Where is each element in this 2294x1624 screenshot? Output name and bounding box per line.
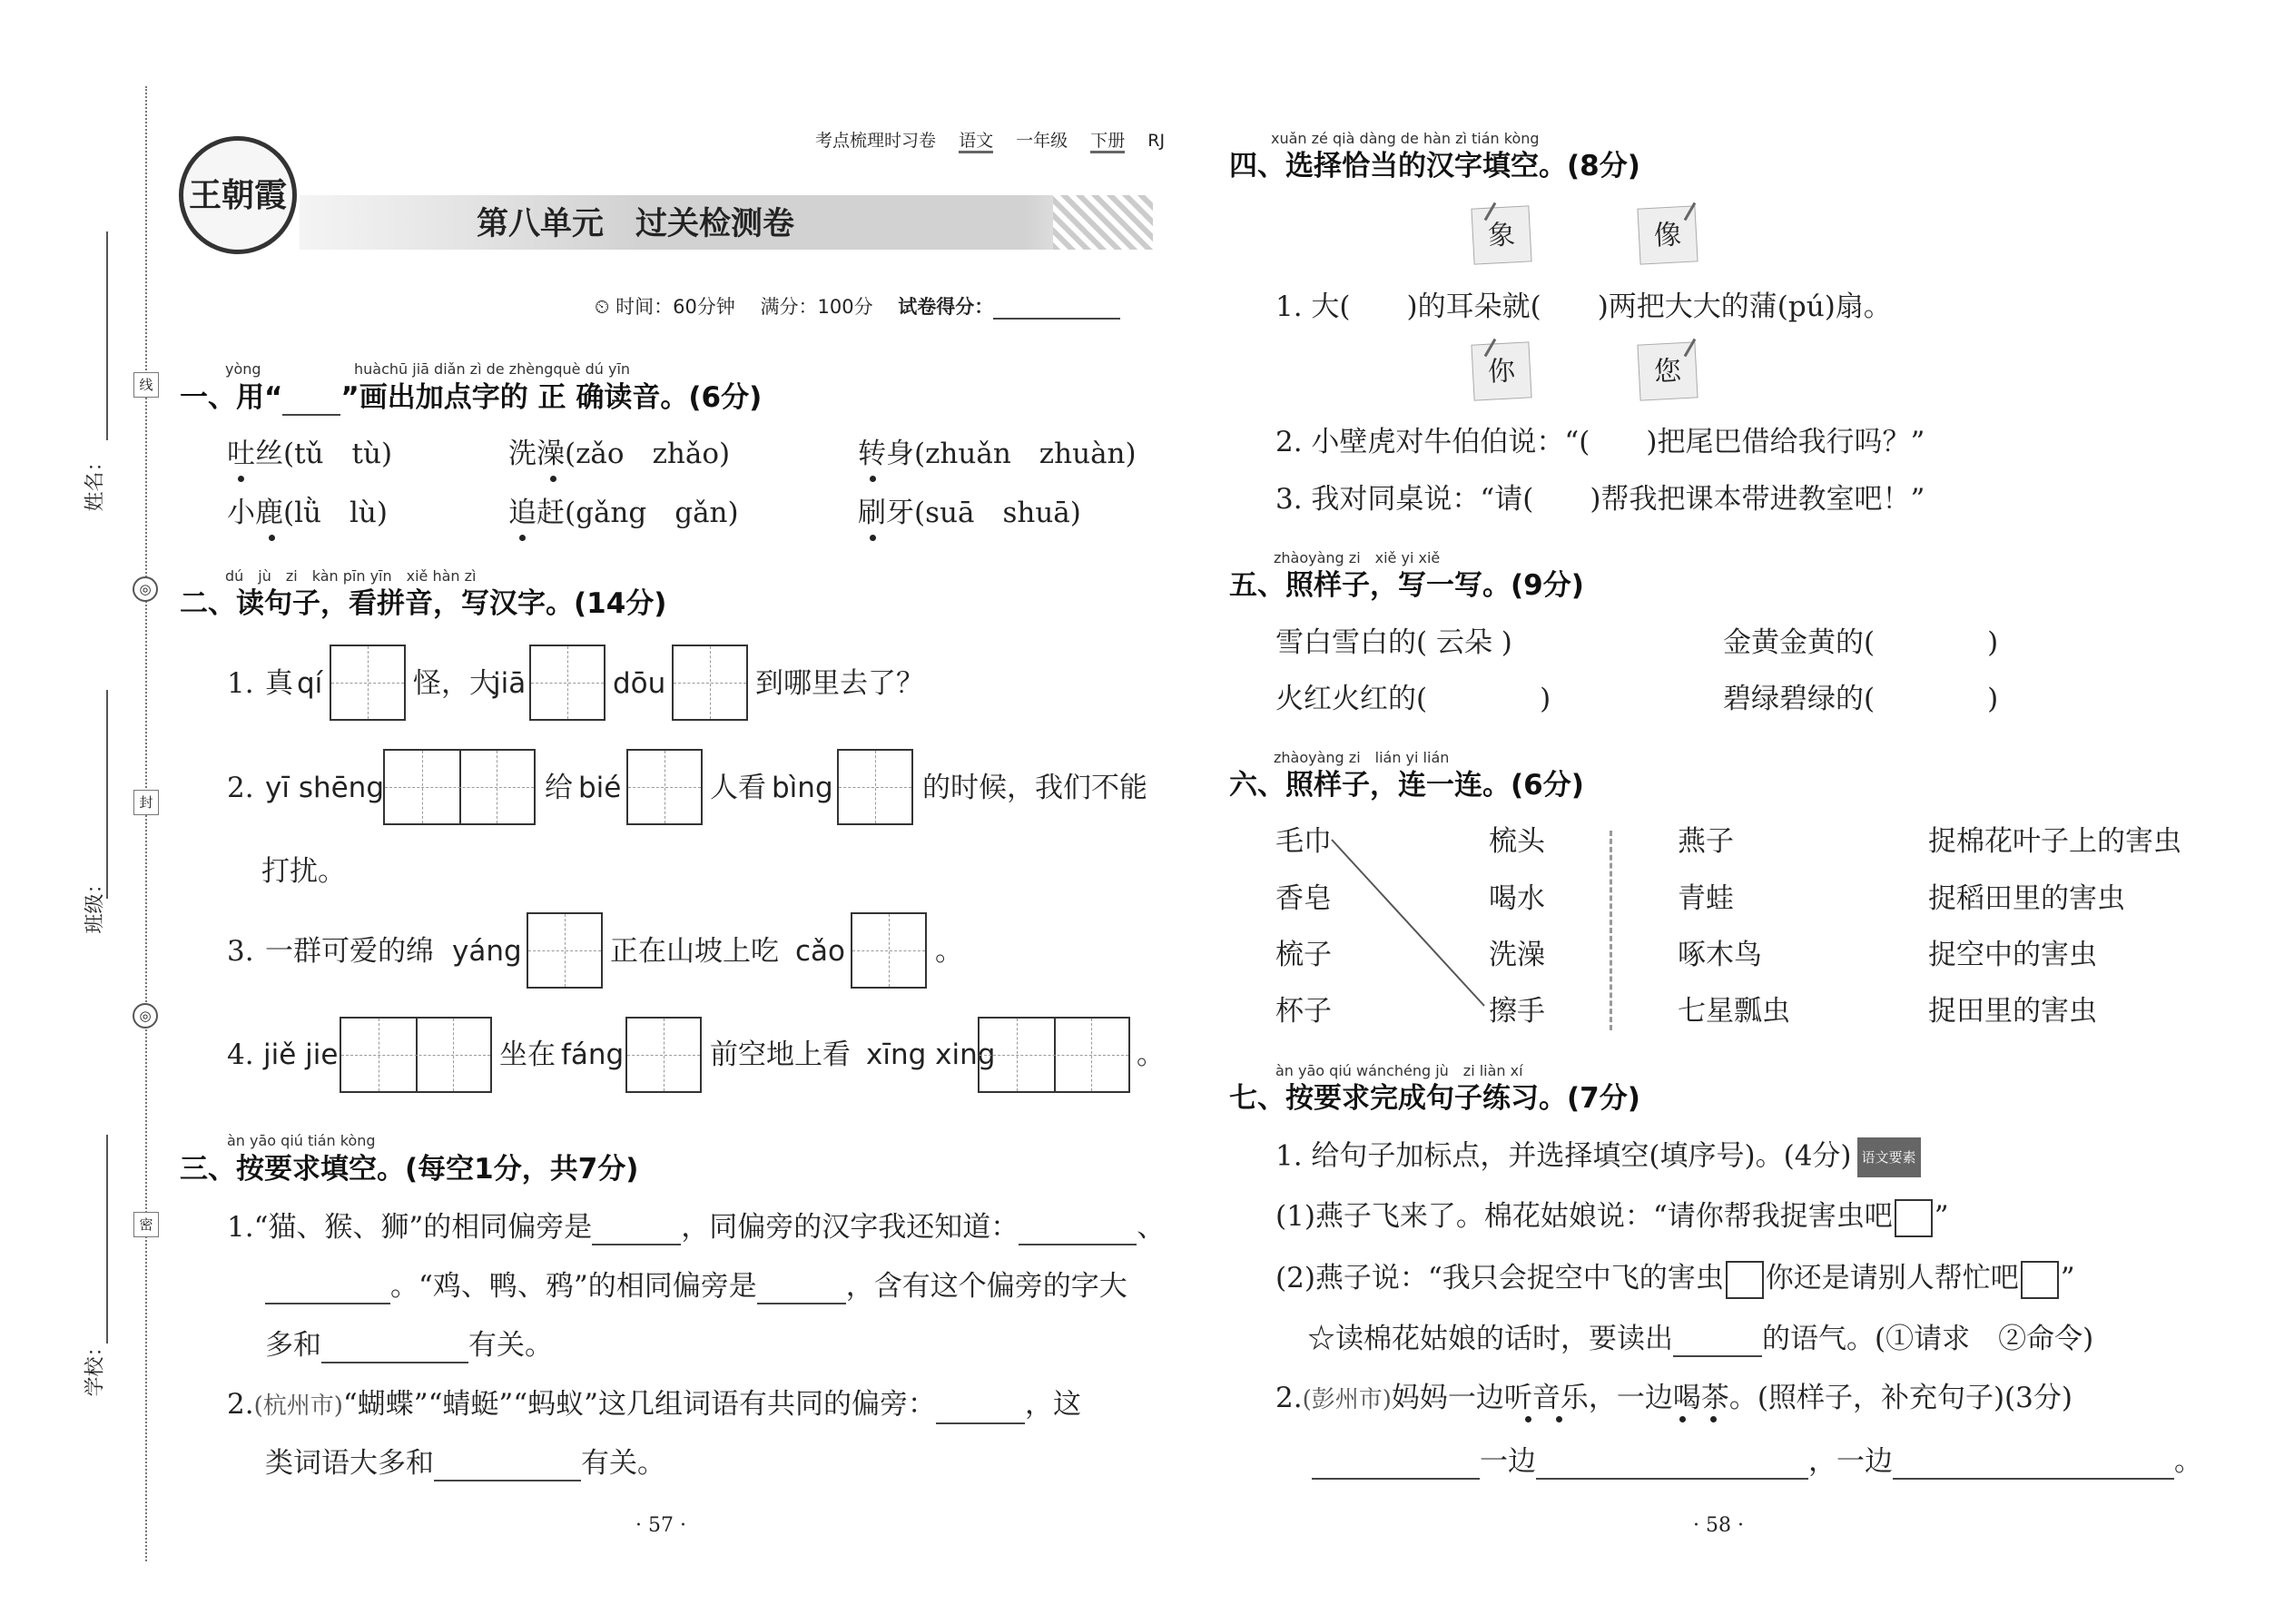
option-item: 转身(zhuǎn zhuàn) [858, 438, 1137, 470]
text: 。 [1137, 1038, 1165, 1071]
match-item[interactable]: 擦手 [1489, 995, 1545, 1028]
logo-seal: 王朝霞 [179, 136, 297, 254]
pinyin: àn yāo qiú wánchéng jù zi liàn xí [1275, 1062, 1523, 1079]
page-number-right: · 58 · [1693, 1514, 1744, 1537]
pinyin: bìng [772, 772, 833, 804]
example-line: 雪白雪白的( 云朵 ) [1275, 626, 1512, 659]
cut-mark-close: 密 [133, 1212, 159, 1237]
answer-blank[interactable] [1893, 1452, 2174, 1480]
answer-blank[interactable] [936, 1397, 1025, 1424]
exam-meta [595, 294, 1120, 320]
q-number: 2. [227, 772, 254, 804]
option-item: 洗澡(zǎo zhǎo) [508, 438, 731, 470]
question-line: ☆读棉花姑娘的话时，要读出 的语气。(①请求 ②命令) [1307, 1323, 2094, 1355]
tianzige-box[interactable] [851, 912, 927, 989]
pinyin: jiě jie [263, 1038, 339, 1071]
cut-mark-line: 线 [133, 372, 159, 398]
example-connector [1330, 831, 1489, 1012]
name-label: 姓名： [84, 451, 107, 512]
answer-blank[interactable] [1019, 1218, 1137, 1245]
emphasis-dot [269, 535, 275, 541]
option-item: 吐丝(tǔ tù) [227, 438, 393, 470]
text: 给 [545, 772, 573, 804]
tianzige-box[interactable] [340, 1017, 492, 1093]
emphasis-dot [1556, 1416, 1562, 1422]
clock-icon: ⏲ [595, 296, 610, 318]
full-score: 满分：100分 [760, 296, 873, 318]
question-line: 1. 大( )的耳朵就( )两把大大的蒲(pú)扇。 [1275, 290, 1892, 323]
answer-blank[interactable] [434, 1454, 581, 1481]
pinyin: yáng [452, 935, 522, 968]
emphasis-dot [1525, 1416, 1531, 1422]
tianzige-box[interactable] [383, 749, 536, 825]
tianzige-box[interactable] [527, 912, 603, 989]
match-item[interactable]: 梳子 [1275, 939, 1332, 971]
score-label: 试卷得分： [898, 296, 994, 318]
pinyin: huàchū jiā diǎn zì de zhèngquè dú yīn [354, 360, 631, 378]
match-item[interactable]: 七星瓢虫 [1678, 995, 1790, 1028]
match-item[interactable]: 洗澡 [1489, 939, 1545, 971]
text: 坐在 [499, 1038, 556, 1071]
q-number: 3. [227, 935, 254, 968]
text: 前空地上看 [710, 1038, 851, 1071]
emphasis-dot [1679, 1416, 1686, 1422]
text: 怪，大 [413, 667, 497, 700]
match-item[interactable]: 喝水 [1489, 882, 1545, 915]
emphasis-dot [1710, 1416, 1717, 1422]
tianzige-box[interactable] [672, 645, 748, 721]
q-number: 1. [227, 667, 254, 700]
name-field-line [106, 231, 108, 440]
cut-line [145, 86, 147, 1561]
emphasis-dot [870, 476, 876, 482]
section-title: 五、照样子，写一写。(9分) [1229, 569, 1584, 602]
pinyin: àn yāo qiú tián kòng [227, 1132, 376, 1149]
text: 正在山坡上吃 [610, 935, 779, 968]
q-number: 4. [227, 1038, 254, 1071]
section-title: 三、按要求填空。(每空1分，共7分) [180, 1153, 639, 1186]
match-item[interactable]: 啄木鸟 [1678, 939, 1762, 971]
match-item[interactable]: 青蛙 [1678, 882, 1734, 915]
pinyin: bié [578, 772, 622, 804]
pinyin: yòng [225, 360, 261, 378]
cut-mark-seal: 封 [133, 790, 159, 815]
pinyin: cǎo [795, 935, 846, 968]
pinyin: dōu [613, 667, 666, 700]
emphasis-dot [550, 476, 556, 482]
text: 的时候，我们不能 [922, 772, 1147, 804]
emphasis-dot [519, 535, 526, 541]
fill-line: 金黄金黄的( ) [1723, 626, 1999, 659]
punctuation-box[interactable] [1726, 1261, 1764, 1299]
pinyin: dú jù zi kàn pīn yīn xiě hàn zì [225, 567, 477, 585]
class-label: 班级： [84, 873, 107, 934]
knot-icon: ◎ [133, 1003, 158, 1029]
pinyin: yī shēng [265, 772, 385, 804]
answer-blank[interactable] [1312, 1452, 1480, 1480]
section-title: 二、读句子，看拼音，写汉字。(14分) [180, 587, 667, 620]
text: 到哪里去了？ [755, 667, 924, 700]
word-tag: 你 [1471, 341, 1531, 400]
score-blank[interactable] [993, 300, 1120, 320]
page-number-left: · 57 · [635, 1514, 686, 1537]
word-tag: 像 [1637, 205, 1698, 264]
question-line: (1)燕子飞来了。棉花姑娘说：“请你帮我捉害虫吧 ” [1275, 1198, 1949, 1237]
tianzige-box[interactable] [330, 645, 406, 721]
question-line: 多和 有关。 [265, 1329, 553, 1362]
answer-blank[interactable] [592, 1218, 681, 1245]
fill-line: 火红火红的( ) [1275, 683, 1551, 715]
time-limit: 时间：60分钟 [615, 296, 735, 318]
match-item[interactable]: 毛巾 [1275, 825, 1332, 858]
match-item[interactable]: 捉空中的害虫 [1928, 939, 2097, 971]
section-title: 一、用“ ”画出加点字的 正 确读音。(6分) [180, 381, 763, 414]
pinyin: jiā [493, 667, 527, 700]
question-line: 一边 ，一边 。 [1312, 1443, 2202, 1480]
answer-blank[interactable] [1536, 1452, 1808, 1480]
question-line: 1.“猫、猴、狮”的相同偏旁是 ，同偏旁的汉字我还知道： 、 [227, 1211, 1166, 1244]
punctuation-box[interactable] [2021, 1261, 2059, 1299]
emphasis-dot [870, 535, 876, 541]
book-name: 考点梳理时习卷 [815, 131, 937, 151]
match-item[interactable]: 捉田里的害虫 [1928, 995, 2097, 1028]
section-title: 七、按要求完成句子练习。(7分) [1229, 1082, 1640, 1115]
text: 打扰。 [261, 855, 346, 888]
question-line: 2. 小壁虎对牛伯伯说：“( )把尾巴借给我行吗？” [1275, 426, 1925, 458]
question-line: 1. 给句子加标点，并选择填空(填序号)。(4分) 语文要素 [1275, 1137, 1921, 1177]
knot-icon: ◎ [133, 576, 158, 602]
question-line: (2)燕子说：“我只会捉空中飞的害虫 你还是请别人帮忙吧 ” [1275, 1260, 2075, 1299]
text: 真 [265, 667, 293, 700]
match-item[interactable]: 捉棉花叶子上的害虫 [1928, 825, 2181, 858]
question-line: 2.(彭州市)妈妈一边听音乐，一边喝茶。(照样子，补充句子)(3分) [1275, 1382, 2072, 1414]
text: 人看 [710, 772, 766, 804]
banner-checker [1053, 195, 1153, 250]
pinyin: zhàoyàng zi lián yi lián [1274, 749, 1450, 766]
pinyin: zhàoyàng zi xiě yi xiě [1274, 549, 1441, 566]
pinyin: fáng [561, 1038, 625, 1071]
edition: RJ [1147, 131, 1166, 151]
question-line: 。“鸡、鸭、鸦”的相同偏旁是 ，含有这个偏旁的字大 [265, 1268, 1127, 1304]
section-title: 四、选择恰当的汉字填空。(8分) [1229, 150, 1640, 182]
match-item[interactable]: 捉稻田里的害虫 [1928, 882, 2125, 915]
punctuation-box[interactable] [1895, 1199, 1933, 1237]
grade: 一年级 [1016, 131, 1068, 151]
answer-blank[interactable] [757, 1277, 846, 1304]
option-item: 追赶(gǎng gǎn) [508, 497, 739, 529]
question-line: 2.(杭州市)“蝴蝶”“蜻蜓”“蚂蚁”这几组词语有共同的偏旁： ，这 [227, 1386, 1081, 1424]
word-tag: 您 [1637, 341, 1698, 400]
text: 一群可爱的绵 [265, 935, 434, 968]
question-line: 3. 我对同桌说：“请( )帮我把课本带进教室吧！” [1275, 483, 1925, 516]
fill-line: 碧绿碧绿的( ) [1723, 683, 1999, 715]
answer-blank[interactable] [1673, 1330, 1762, 1357]
class-field-line [106, 690, 108, 899]
tianzige-box[interactable] [626, 749, 703, 825]
text: 。 [935, 935, 963, 968]
tianzige-box[interactable] [625, 1017, 702, 1093]
option-item: 小鹿(lǜ lù) [227, 497, 388, 529]
question-line: 类词语大多和 有关。 [265, 1447, 665, 1480]
answer-blank[interactable] [321, 1336, 468, 1363]
pinyin: xīng xing [866, 1038, 996, 1071]
book-info [815, 130, 1165, 152]
underline-sample [282, 392, 340, 416]
subject: 语文 [959, 131, 993, 153]
tianzige-box[interactable] [837, 749, 913, 825]
word-tag: 象 [1471, 205, 1531, 264]
match-item[interactable]: 燕子 [1678, 825, 1734, 858]
school-field-line [106, 1135, 108, 1343]
section-title: 六、照样子，连一连。(6分) [1229, 769, 1584, 802]
option-item: 刷牙(suā shuā) [858, 497, 1081, 529]
tianzige-box[interactable] [978, 1017, 1130, 1093]
tianzige-box[interactable] [529, 645, 605, 721]
school-label: 学校： [84, 1336, 107, 1397]
answer-blank[interactable] [265, 1277, 390, 1304]
match-item[interactable]: 梳头 [1489, 825, 1545, 858]
badge: 语文要素 [1857, 1137, 1921, 1177]
page-title: 第八单元 过关检测卷 [477, 206, 795, 242]
match-item[interactable]: 杯子 [1275, 995, 1332, 1028]
volume: 下册 [1090, 131, 1125, 153]
match-item[interactable]: 香皂 [1275, 882, 1332, 915]
column-divider [1610, 831, 1612, 1030]
pinyin: xuǎn zé qià dàng de hàn zì tián kòng [1271, 130, 1540, 147]
pinyin: qí [297, 667, 323, 700]
emphasis-dot [238, 476, 244, 482]
